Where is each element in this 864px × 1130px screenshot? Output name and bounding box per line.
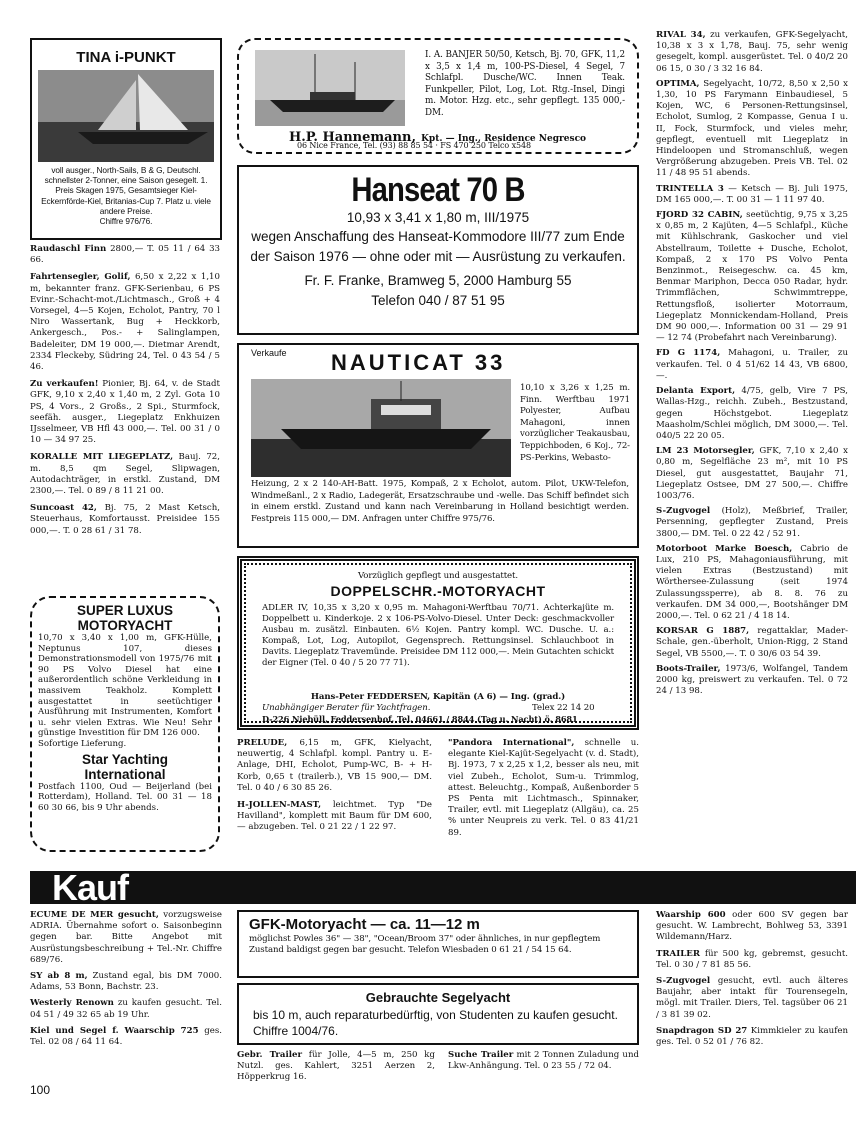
star-yachting-name2: International — [84, 766, 166, 782]
classified-ad — [237, 800, 432, 834]
banjer-ad — [237, 38, 639, 154]
classified-ad — [656, 446, 848, 502]
classified-ad — [656, 976, 848, 1021]
classified-ad — [656, 348, 848, 382]
classified-ad-text: ges. Tel. 02 08 / 64 11 64. — [30, 1025, 223, 1048]
classified-ad-text: — Ketsch — Bj. Juli 1975, DM 165 000,—. T. 00 31 — 1 11 97 40. — [656, 183, 848, 205]
classified-ad — [656, 79, 848, 180]
hanseat-dims: 10,93 x 3,41 x 1,80 m, III/1975 — [346, 210, 530, 225]
classified-ad-heading: Snapdragon SD 27 — [656, 1025, 748, 1036]
classified-ad-text: Segelyacht, 10/72, 8,50 x 2,50 x 1,30, 10 PS Farymann Einbaudiesel, 5 Kojen, WC, 6 Personen-Rettungsinsel, Echolot, Sumlog, 2 Kompasse, Genua I u. II, Fock, Sturmfock, und vieles mehr, gepflegt, eventuell mit Liegeplatz in Hindeloopen und Stromanschluß, wegen Vergrößerung abzugeben. Preis VB. Tel. 02 11 / 48 95 51 abends. — [656, 78, 848, 179]
kauf-heading: Kauf — [52, 867, 128, 908]
hanseat-text: wegen Anschaffung des Hanseat-Kommodore III/77 zum Ende der Saison 1976 — ohne oder mit — Ausrüstung zu verkaufen. — [250, 229, 626, 264]
classified-ad-heading: Delanta Export, — [656, 386, 736, 397]
classified-ad-text: 4/75, gelb, Vire 7 PS, Wallas-Hzg., reichh. Zubeh., Bestzustand, gegen Höchstgebot. Liegeplatz Maasholm/Schlei möglich, DM 3000,—. Tel. 040/5 22 20 05. — [656, 386, 848, 441]
super-luxus-ad — [30, 596, 220, 852]
middle-right-classifieds — [448, 738, 639, 845]
classified-ad-text: 6,15 m, GFK, Kielyacht, neuwertig, 4 Schlafpl. kompl. Pantry u. E- Anlage, DHI, Echolot, Pump-WC, B- + H-Korb, 0,65 t (trailerb.), VB 15 900,— DM. Tel. 0 40 / 6 30 85 26. — [237, 738, 432, 793]
hannemann-name: H.P. Hannemann, — [289, 130, 416, 145]
classified-ad-heading: Kiel und Segel f. Waarschip 725 — [30, 1025, 199, 1036]
sailboat-photo — [38, 70, 214, 162]
right-column-classifieds — [656, 30, 848, 701]
classified-ad — [656, 506, 848, 540]
classified-ad-heading: TRAILER — [656, 948, 700, 959]
kauf-middle-left-classifieds — [237, 1050, 435, 1088]
classified-ad — [656, 1026, 848, 1048]
feddersen-address: D-226 Niebüll, Feddersenhof, Tel. 04661 / 8844 (Tag u. Nacht) ö. 8681 — [262, 714, 578, 724]
classified-ad-text: Bj. 75, 2 Mast Ketsch, Steuerhaus, Komfortausst. Preisidee 155 000,—. T. 0 28 61 / 31 78. — [30, 503, 220, 536]
banjer-address: 06 Nice France, Tel. (93) 88 85 54 · FS 470 250 Telco x548 — [297, 141, 531, 150]
hannemann-title: Kpt. — Ing., Residence Negresco — [421, 134, 587, 144]
classified-ad-text: gesucht, evtl. auch älteres Baujahr, aber intakt für Tourensegeln, mögl. mit Trailer. Diers, Tel. tagsüber 06 21 / 3 81 39 02. — [656, 976, 849, 1020]
kauf-left-classifieds — [30, 910, 222, 1053]
classified-ad-heading: Suche Trailer — [448, 1050, 514, 1060]
classified-ad-text: zu verkaufen, GFK-Segelyacht, 10,38 x 3 x 1,78, Bauj. 75, sehr wenig gesegelt, kompl. ausgerüstet. Tel. 0 40/2 20 06 15, 0 30 / 3 32 16 84. — [656, 30, 848, 74]
classified-ad-text: Cabrio de Lux, 210 PS, Mahagoniausführung, mit vielen Extras (Bestzustand) mit Wörthersee-Zulassung (seit 1974 Zulassungssperre), ab 8. 8. 76 zu verkaufen. DM 34 000,—, Bootshänger DM 2000,—. Tel. 0 62 21 / 4 18 14. — [656, 543, 848, 621]
tina-photo — [38, 70, 214, 162]
classified-ad-text: Bauj. 72, m. 8,5 qm Segel, Slipwagen, Autodachträger, in erstkl. Zustand, DM 2300,—. Tel. 0 89 / 8 11 21 00. — [30, 452, 220, 497]
classified-ad — [656, 910, 848, 944]
nauticat-side-text: 10,10 x 3,26 x 1,25 m. Finn. Werftbau 1971 Polyester, Aufbau Mahagoni, innen vorzüglicher Teakausbau, Teppichboden, 6 Koj., 72-PS-Perkins, Webasto- — [520, 383, 630, 463]
classified-ad — [656, 210, 848, 344]
hanseat-title: Hanseat 70 B — [351, 171, 525, 209]
super-luxus-subtitle: MOTORYACHT — [77, 618, 173, 633]
classified-ad — [656, 184, 848, 206]
classified-ad-text: 6,50 x 2,22 x 1,10 m, bekannter franz. GFK-Serienbau, 6 PS Evinr.-Schacht-mot./Lichtmasch., Groß + 4 Vorsegel, 4—5 Kojen, Echolot, Pantry, 70 l Niro Wassertank, Bug + Heckkorb, Ankergesch., Pos.- + Salinglampen, Badeleiter, DM 19 000,—. Dietmar Arendt, 2334 Fleckeby, Südring 24, Tel. 0 43 54 / 5 46. — [30, 272, 220, 373]
banjer-photo — [255, 50, 405, 126]
classified-ad-text: mit 2 Tonnen Zuladung und Lkw-Anhängung. Tel. 0 23 55 / 72 04. — [448, 1050, 639, 1072]
classified-ad-text: 1973/6, Wolfangel, Tandem 2000 kg, preiswert zu verkaufen. Tel. 0 72 24 / 13 98. — [656, 663, 848, 697]
classified-ad — [30, 379, 220, 446]
classified-ad-heading: Waarship 600 — [656, 910, 726, 920]
classified-ad-text: regattaklar, Mader-Schale, gen.-überholt, Union-Rigg, 2 Stand Segel, VB 5500,—. T. 0 30/6 03 54 39. — [656, 626, 848, 659]
classified-ad-text: für Jolle, 4—5 m, 250 kg Nutzl. ges. Kahlert, 3251 Aerzen 2, Höpperkrug 16. — [237, 1050, 435, 1083]
nauticat-kicker: Verkaufe — [251, 348, 287, 358]
classified-ad — [656, 626, 848, 660]
gfk-title: GFK-Motoryacht — ca. 11—12 m — [249, 916, 480, 933]
classified-ad-heading: FJORD 32 CABIN, — [656, 210, 743, 221]
classified-ad-text: oder 600 SV gegen bar gesucht. W. Lambrecht, Bohlweg 53, 3391 Wildemann/Harz. — [656, 910, 849, 943]
gebraucht-text: bis 10 m, auch reparaturbedürftig, von Studenten zu kaufen gesucht. Chiffre 1004/76. — [253, 1008, 618, 1038]
classified-ad-heading: SY ab 8 m, — [30, 971, 88, 982]
classified-ad-text: schnelle u. elegante Kiel-Kajüt-Segelyacht (v. d. Stadt), Bj. 1973, 7 x 2,25 x 1,2, besser als neu, mit viel Zubeh., Echolot, Sum-u. Trimmlog, attest. Beleuchtg., Kompaß, Außenborder 5 PS Penta mit Lichtmasch., Spinnaker, Trailer, evtl. mit Liegeplatz (Allgäu), ca. 25 % unter Neupreis zu verk. Tel. 0 83 41/21 89. — [448, 738, 640, 838]
classified-ad — [237, 1050, 435, 1084]
nauticat-ad — [237, 343, 639, 548]
super-luxus-delivery: Sofortige Lieferung. — [38, 738, 127, 749]
classified-ad-text: Pionier, Bj. 64, v. de Stadt GFK, 9,10 x 2,40 x 1,40 m, 2 Zyl. Gota 10 PS, 4 Vors., 2 Großs., 2 Spi., Sturmfock, seefäh. ausger., Liegeplatz Enkhuizen IJsselmeer, VB Hfl 43 000,—. Tel. 00 31 / 0 10 — 34 97 25. — [30, 379, 220, 446]
classified-ad-text: Kimmkieler zu kaufen ges. Tel. 0 52 01 / 76 82. — [656, 1025, 848, 1048]
classified-ad-heading: Zu verkaufen! — [30, 379, 99, 390]
doppel-ad-frame — [237, 556, 639, 730]
kauf-middle-right-classifieds — [448, 1050, 639, 1076]
classified-ad — [30, 998, 222, 1020]
classified-ad — [30, 910, 222, 966]
feddersen-name: Hans-Peter FEDDERSEN, Kapitän (A 6) — Ing. (grad.) — [310, 692, 566, 702]
middle-left-classifieds — [237, 738, 432, 840]
classified-ad-heading: FD G 1174, — [656, 348, 721, 359]
classified-ad-heading: Boots-Trailer, — [656, 663, 721, 674]
classified-ad-heading: Raudaschl Finn — [30, 244, 107, 254]
classified-ad — [656, 949, 848, 971]
doppel-kicker: Vorzüglich gepflegt und ausgestattet. — [357, 571, 519, 581]
classified-ad-heading: KORSAR G 1887, — [656, 626, 750, 637]
star-yachting-name: Star Yachting — [81, 751, 169, 767]
classified-ad — [448, 738, 639, 839]
classified-ad — [448, 1050, 639, 1072]
nauticat-title: NAUTICAT 33 — [331, 350, 506, 375]
super-luxus-body: 10,70 x 3,40 x 1,00 m, GFK-Hülle, Neptunus 107, dieses Demonstrationsmodell von 1975/76 mit 90 PS Volvo Diesel hat eine außerordentlich schöne Verkleidung in massivem Teakholz. Komplett ausgestattet in seetüchtiger Ausführung mit Instrumenten, Komfort u. sehr vielen Extras. Wie Neu! Sehr günstige Investition für DM 126 000. — [38, 633, 212, 739]
hanseat-phone: Telefon 040 / 87 51 95 — [371, 293, 505, 308]
tina-ad — [30, 38, 222, 240]
gebraucht-title: Gebrauchte Segelyacht — [365, 990, 511, 1005]
classified-ad-heading: Motorboot Marke Boesch, — [656, 543, 793, 554]
hanseat-contact: Fr. F. Franke, Bramweg 5, 2000 Hamburg 55 — [304, 273, 572, 288]
doppel-body: ADLER IV, 10,35 x 3,20 x 0,95 m. Mahagoni-Werftbau 70/71. Achterkajüte m. Doppelbett u. Kinderkoje. 2 x 106-PS-Volvo-Diesel. Unter Deck: geschmackvoller Ausbau m. zusätzl. Einbauten. 6½ Kojen. Pantry kompl. WC. Dusche. U. a.: Kompaß, Lot, Log, Autopilot, Gegensprech. Rettungsinsel. Schlauchboot in Davits. Liegeplatz Travemünde. Preisidee DM 112 000,—. Mein Gutachten schickt der Eigner (Tel. 0 40 / 5 20 77 71). — [262, 603, 614, 669]
classified-ad-text: (Holz), Meßbrief, Trailer, Persenning, gepflegter Zustand, Preis 3800,— DM. Tel. 0 22 42 / 52 91. — [656, 506, 848, 539]
classified-ad-heading: RIVAL 34, — [656, 30, 706, 40]
classified-ad-heading: LM 23 Motorsegler, — [656, 446, 755, 457]
classified-ad — [656, 664, 848, 698]
classified-ad-heading: Fahrtensegler, Golif, — [30, 272, 131, 283]
classified-ad — [30, 503, 220, 537]
classified-ad — [656, 386, 848, 442]
classified-ad-text: 2800,— T. 05 11 / 64 33 66. — [30, 244, 221, 266]
classified-ad-heading: ECUME DE MER gesucht, — [30, 910, 159, 920]
classified-ad-heading: H-JOLLEN-MAST, — [237, 800, 322, 811]
motorsailer-photo — [251, 379, 511, 477]
gfk-text: möglichst Powles 36" — 38", "Ocean/Broom 37" oder ähnliches, in nur gepflegtem Zustand baldigst gegen bar gesucht. Telefon Wiesbaden 0 61 21 / 54 15 64. — [249, 934, 601, 955]
hanseat-ad — [237, 165, 639, 335]
classified-ad-heading: PRELUDE, — [237, 738, 288, 748]
classified-ad-heading: KORALLE MIT LIEGEPLATZ, — [30, 452, 174, 463]
classified-ad-heading: S-Zugvogel — [656, 976, 711, 987]
classified-ad — [237, 738, 432, 794]
gebrauchte-segelyacht-ad — [237, 983, 639, 1045]
gfk-motoryacht-ad — [237, 910, 639, 978]
tina-chiffre: Chiffre 976/76. — [99, 216, 153, 227]
ketch-photo — [255, 50, 405, 126]
classified-ad — [656, 30, 848, 75]
classified-ad-heading: "Pandora International", — [448, 738, 575, 748]
classified-ad-heading: TRINTELLA 3 — [656, 183, 724, 194]
classified-ad-text: vorzugsweise ADRIA. Übernahme sofort o. Saisonbeginn gegen bar. Bitte Angebot mit Ausrüstungsbeschreibung + Tel.-Nr. Chiffre 689/76. — [30, 910, 223, 965]
classified-ad-heading: Suncoast 42, — [30, 503, 97, 514]
left-column-classifieds — [30, 244, 220, 543]
classified-ad-heading: OPTIMA, — [656, 78, 700, 89]
classified-ad — [30, 244, 220, 266]
doppel-title: DOPPELSCHR.-MOTORYACHT — [330, 583, 546, 599]
kauf-section-banner — [30, 867, 856, 908]
classified-ad-text: seetüchtig, 9,75 x 3,25 x 0,85 m, 2 Kajüten, 4—5 Schlafpl., Küche mit Kühlschrank, Gaskocher und viel Abstellraum, Toilette + Dusche, Echolot, Kompaß, 2 x 170 PS Volvo Penta Benzinmot., Reisegeschw. ca. 45 km, Benmar Mariphon, Decca 050 Radar, hydr. Trimmflächen, Schwimmtreppe, Rettungsfloß, isolierter Motorraum, Liegeplatz Monnickendam-Holland, Preis DM 90 000,—. Information 00 31 — 29 91 — 12 74 (Probefahrt nach Vereinbarung). — [656, 210, 848, 344]
tina-title: TINA i-PUNKT — [76, 49, 176, 66]
super-luxus-title: SUPER LUXUS — [76, 603, 174, 618]
classified-ad-text: zu kaufen gesucht. Tel. 04 51 / 49 32 65 ab 19 Uhr. — [30, 998, 222, 1020]
classified-ad-text: GFK, 7,10 x 2,40 x 0,80 m, Segelfläche 23 m², mit 10 PS Diesel, gut ausgestattet, Baujahr 71, Liegeplatz Ostsee, DM 27 500,—. Chiffre 1003/76. — [656, 446, 848, 501]
classified-ad — [656, 544, 848, 622]
classified-ad — [30, 971, 222, 993]
feddersen-role: Unabhängiger Berater für Yachtfragen. — [262, 703, 431, 713]
classified-ad — [30, 452, 220, 497]
page-number: 100 — [30, 1083, 51, 1097]
classified-ad — [30, 272, 220, 373]
classified-ad-text: für 500 kg, gebremst, gesucht. Tel. 0 30 / 7 81 85 56. — [656, 948, 848, 970]
nauticat-body: Heizung, 2 x 2 140-AH-Batt. 1975, Kompaß, 2 x Echolot, autom. Pilot, UKW-Telefon, Windmeßanl., 2 x Radio, Ladegerät, Ersatzschraube und -welle. Das Schiff befindet sich in einem erstkl. Zustand und kann nach Vereinbarung in Holland besichtigt werden. Festpreis 115 000,— DM. Anfragen unter Chiffre 975/76. — [251, 479, 629, 524]
tina-body: voll ausger., North-Sails, B & G, Deutschl. schnellster 2-Tonner, eine Saison gesegelt. 1. Preis Skagen 1975, Gesamtsieger Kiel-Eckernförde-Kiel, Britanias-Cup 7. Platz u. viele andere Preise. — [41, 165, 211, 216]
classified-ad-heading: S-Zugvogel — [656, 506, 711, 517]
classified-ad-text: Zustand egal, bis DM 7000. Adams, 53 Bonn, Bachstr. 23. — [30, 971, 222, 993]
classified-ad-text: Mahagoni, u. Trailer, zu verkaufen. Tel. 0 4 51/62 14 43, VB 6800,—. — [656, 348, 848, 381]
banjer-text: I. A. BANJER 50/50, Ketsch, Bj. 70, GFK, 11,2 x 3,5 x 1,4 m, 100-PS-Diesel, 4 Segel, 7 Schlafpl. Dusche/WC. Innen Teak. Funkpeller, Pilot, Log, Lot. Rtg.-Insel, Dingi m. Motor. Hzg. etc., sehr gepflegt. 135 000,- DM. — [425, 50, 625, 118]
classified-ad-heading: Gebr. Trailer — [237, 1050, 302, 1060]
classified-ad — [30, 1026, 222, 1048]
classified-ad-heading: Westerly Renown — [30, 998, 114, 1009]
kauf-right-classifieds — [656, 910, 848, 1053]
feddersen-telex: Telex 22 14 20 — [532, 703, 595, 713]
star-yachting-address: Postfach 1100, Oud — Beijerland (bei Rotterdam), Holland. Tel. 00 31 — 18 60 30 66, bis 9 Uhr abends. — [38, 781, 212, 813]
classified-ad-text: leichtmet. Typ "De Havilland", komplett mit Baum für DM 600,— abzugeben. Tel. 0 21 22 / 1 22 97. — [237, 800, 432, 833]
nauticat-photo — [251, 379, 511, 477]
